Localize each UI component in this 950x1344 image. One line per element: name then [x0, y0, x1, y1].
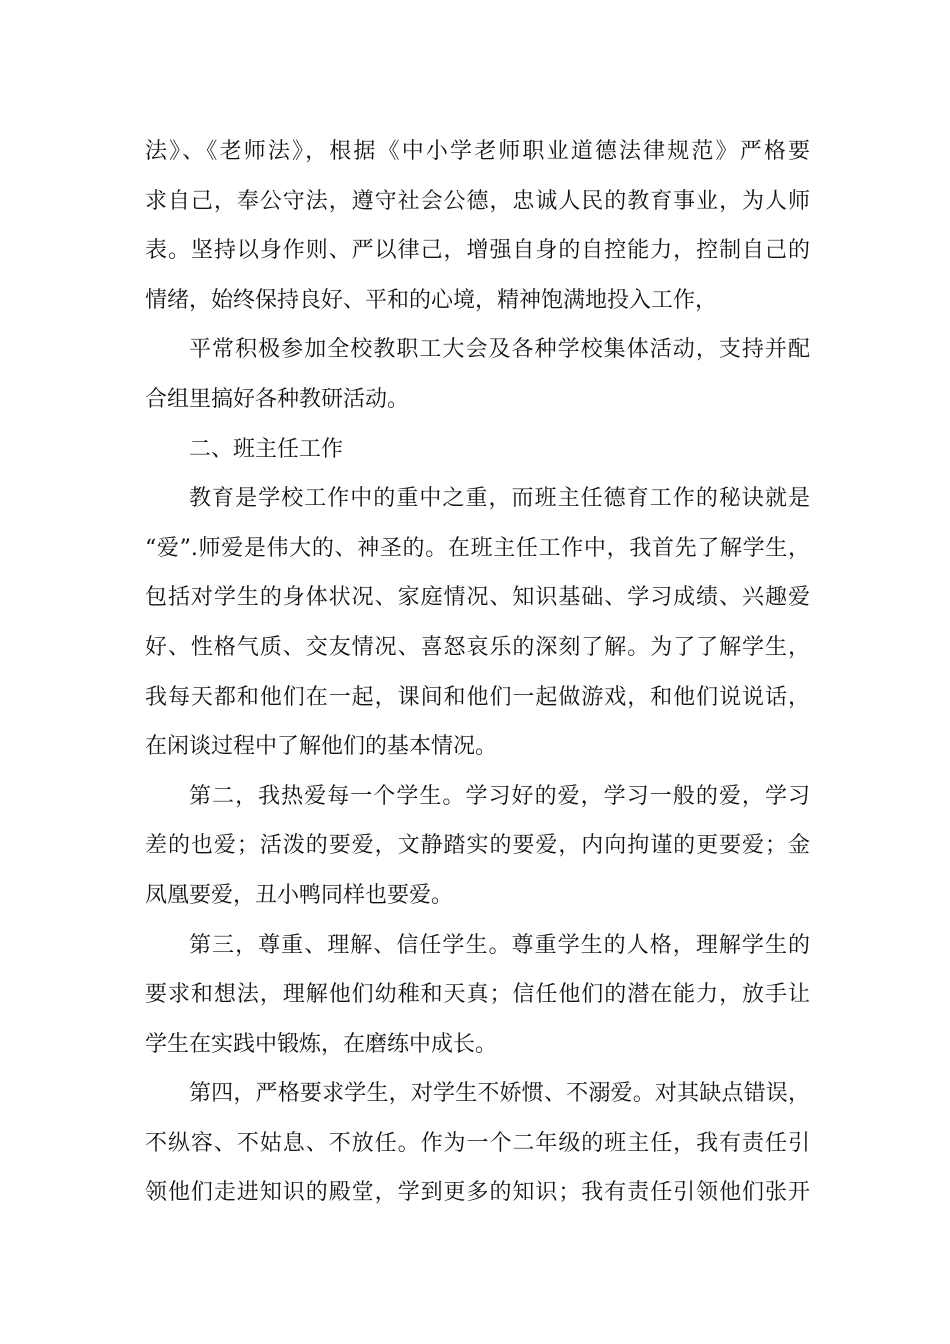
text-line: “爱”.师爱是伟大的、神圣的。在班主任工作中，我首先了解学生， — [145, 535, 810, 561]
text-line: 表。坚持以身作则、严以律己，增强自身的自控能力，控制自己的 — [145, 238, 810, 264]
text-line: 法》、《老师法》，根据《中小学老师职业道德法律规范》严格要 — [145, 139, 810, 164]
text-line: 求自己，奉公守法，遵守社会公德，忠诚人民的教育事业，为人师 — [145, 188, 810, 214]
text-line: 学生在实践中锻炼，在磨练中成长。 — [145, 1031, 498, 1057]
paragraph-first-line: 第四，严格要求学生，对学生不娇惯、不溺爱。对其缺点错误， — [189, 1081, 810, 1107]
document-body — [145, 127, 810, 1218]
text-line: 要求和想法，理解他们幼稚和天真；信任他们的潜在能力，放手让 — [145, 982, 810, 1008]
paragraph-first-line: 第二，我热爱每一个学生。学习好的爱，学习一般的爱，学习 — [189, 783, 810, 809]
text-line: 情绪，始终保持良好、平和的心境，精神饱满地投入工作， — [145, 287, 718, 313]
paragraph-first-line: 教育是学校工作中的重中之重，而班主任德育工作的秘诀就是 — [189, 486, 810, 512]
paragraph-first-line: 第三，尊重、理解、信任学生。尊重学生的人格，理解学生的 — [189, 932, 810, 958]
text-line: 好、性格气质、交友情况、喜怒哀乐的深刻了解。为了了解学生， — [145, 634, 810, 660]
text-line: 在闲谈过程中了解他们的基本情况。 — [145, 734, 498, 760]
text-line: 差的也爱；活泼的要爱，文静踏实的要爱，内向拘谨的更要爱；金 — [145, 833, 810, 859]
text-line: 不纵容、不姑息、不放任。作为一个二年级的班主任，我有责任引 — [145, 1130, 810, 1156]
section-heading: 二、班主任工作 — [189, 436, 344, 462]
paragraph-first-line: 平常积极参加全校教职工大会及各种学校集体活动，支持并配 — [189, 337, 810, 363]
text-line: 凤凰要爱，丑小鸭同样也要爱。 — [145, 882, 454, 908]
text-line: 合组里搞好各种教研活动。 — [145, 386, 410, 412]
text-line: 我每天都和他们在一起，课间和他们一起做游戏，和他们说说话， — [145, 684, 810, 710]
text-line: 包括对学生的身体状况、家庭情况、知识基础、学习成绩、兴趣爱 — [145, 585, 810, 611]
text-line: 领他们走进知识的殿堂，学到更多的知识；我有责任引领他们张开 — [145, 1180, 810, 1206]
